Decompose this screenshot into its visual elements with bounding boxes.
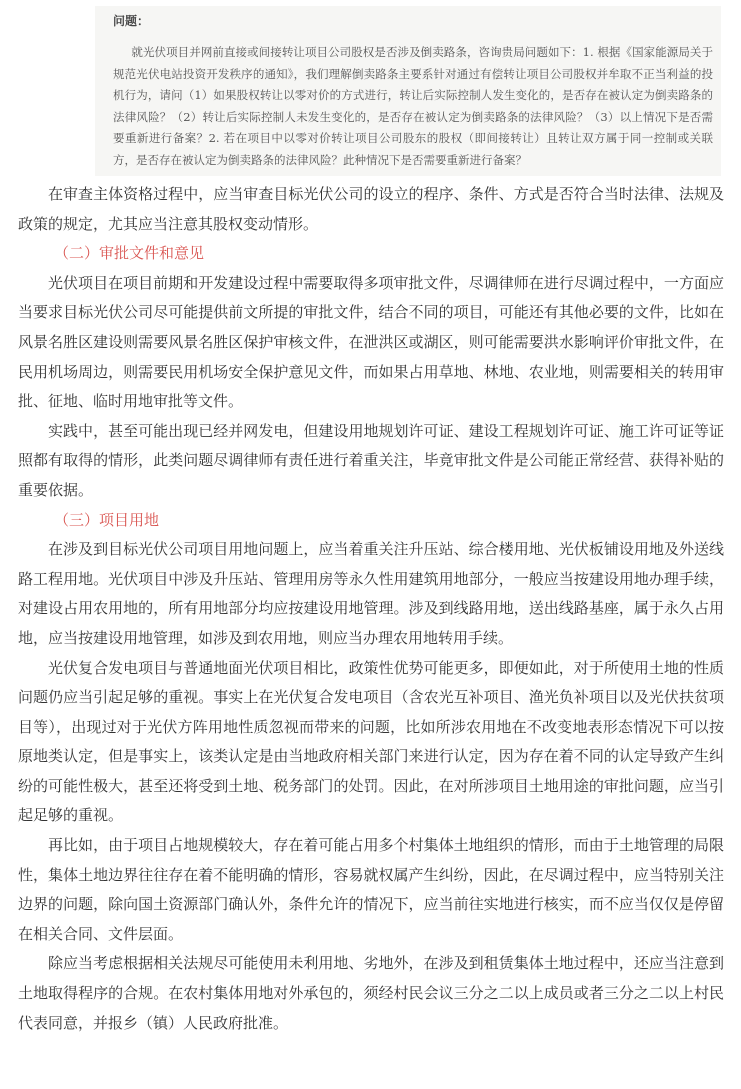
scan-body-text: 就光伏项目并网前直接或间接转让项目公司股权是否涉及倒卖路条，咨询贵局问题如下：1. 根据《国家能源局关于规范光伏电站投资开发秩序的通知》，我们理解倒卖路条主要系针对通过有偿转让项目公司股权并牟取不正当利益的投机行为，请问（1）如果股权转让以零对价的方式进行，转让后实际控制人发生变化的，是否存在被认定为倒卖路条的法律风险？（2）转让后实际控制人未发生变化的，是否存在被认定为倒卖路条的法律风险？（3）以上情况下是否需要重新进行备案？2. 若在项目中以零对价转让项目公司股东的股权（即间接转让）且转让双方属于同一控制或关联方，是否存在被认定为倒卖路条的法律风险？此种情况下是否需要重新进行备案？ [113,45,713,167]
paragraph-subject-qualification: 在审查主体资格过程中，应当审查目标光伏公司的设立的程序、条件、方式是否符合当时法律、法规及政策的规定，尤其应当注意其股权变动情形。 [18,185,724,233]
paragraph-approval-documents: 光伏项目在项目前期和开发建设过程中需要取得多项审批文件，尽调律师在进行尽调过程中，一方面应当要求目标光伏公司尽可能提供前文所提的审批文件，结合不同的项目，可能还有其他必要的文件，比如在风景名胜区建设则需要风景名胜区保护审核文件，在泄洪区或湖区，则可能需要洪水影响评价审批文件，在民用机场周边，则需要民用机场安全保护意见文件，而如果占用草地、林地、农业地，则需要相关的转用审批、征地、临时用地审批等文件。 [18,273,724,411]
scan-title: 问题： [113,14,150,28]
paragraph-collective-land-lease: 除应当考虑根据相关法规尽可能使用未利用地、劣地外，在涉及到租赁集体土地过程中，还应当注意到土地取得程序的合规。在农村集体用地对外承包的，须经村民会议三分之二以上成员或者三分之二以上村民代表同意，并报乡（镇）人民政府批准。 [18,954,724,1032]
scanned-question-image [95,6,721,176]
paragraph-approval-practice: 实践中，甚至可能出现已经并网发电，但建设用地规划许可证、建设工程规划许可证、施工许可证等证照都有取得的情形，此类问题尽调律师有责任进行着重关注，毕竟审批文件是公司能正常经营、获得补贴的重要依据。 [18,421,724,499]
article-content [18,180,724,1038]
paragraph-village-boundaries: 再比如，由于项目占地规模较大，存在着可能占用多个村集体土地组织的情形，而由于土地管理的局限性，集体土地边界往往存在着不能明确的情形，容易就权属产生纠纷，因此，在尽调过程中，应当特别关注边界的问题，除向国土资源部门确认外，条件允许的情况下，应当前往实地进行核实，而不应当仅仅是停留在相关合同、文件层面。 [18,836,724,943]
paragraph-land-use-focus: 在涉及到目标光伏公司项目用地问题上，应当着重关注升压站、综合楼用地、光伏板铺设用地及外送线路工程用地。光伏项目中涉及升压站、管理用房等永久性用建筑用地部分，一般应当按建设用地办理手续，对建设占用农用地的，所有用地部分均应按建设用地管理。涉及到线路用地，送出线路基座，属于永久占用地，应当按建设用地管理，如涉及到农用地，则应当办理农用地转用手续。 [18,540,724,647]
section-heading-land-use: （三）项目用地 [54,510,160,529]
paragraph-composite-projects: 光伏复合发电项目与普通地面光伏项目相比，政策性优势可能更多，即便如此，对于所使用土地的性质问题仍应当引起足够的重视。事实上在光伏复合发电项目（含农光互补项目、渔光负补项目以及光伏扶贫项目等），出现过对于光伏方阵用地性质忽视而带来的问题，比如所涉农用地在不改变地表形态情况下可以按原地类认定，但是事实上，该类认定是由当地政府相关部门来进行认定，因为存在着不同的认定导致产生纠纷的可能性极大，甚至还将受到土地、税务部门的处罚。因此，在对所涉项目土地用途的审批问题，应当引起足够的重视。 [18,658,724,825]
section-heading-approvals: （二）审批文件和意见 [54,244,205,263]
